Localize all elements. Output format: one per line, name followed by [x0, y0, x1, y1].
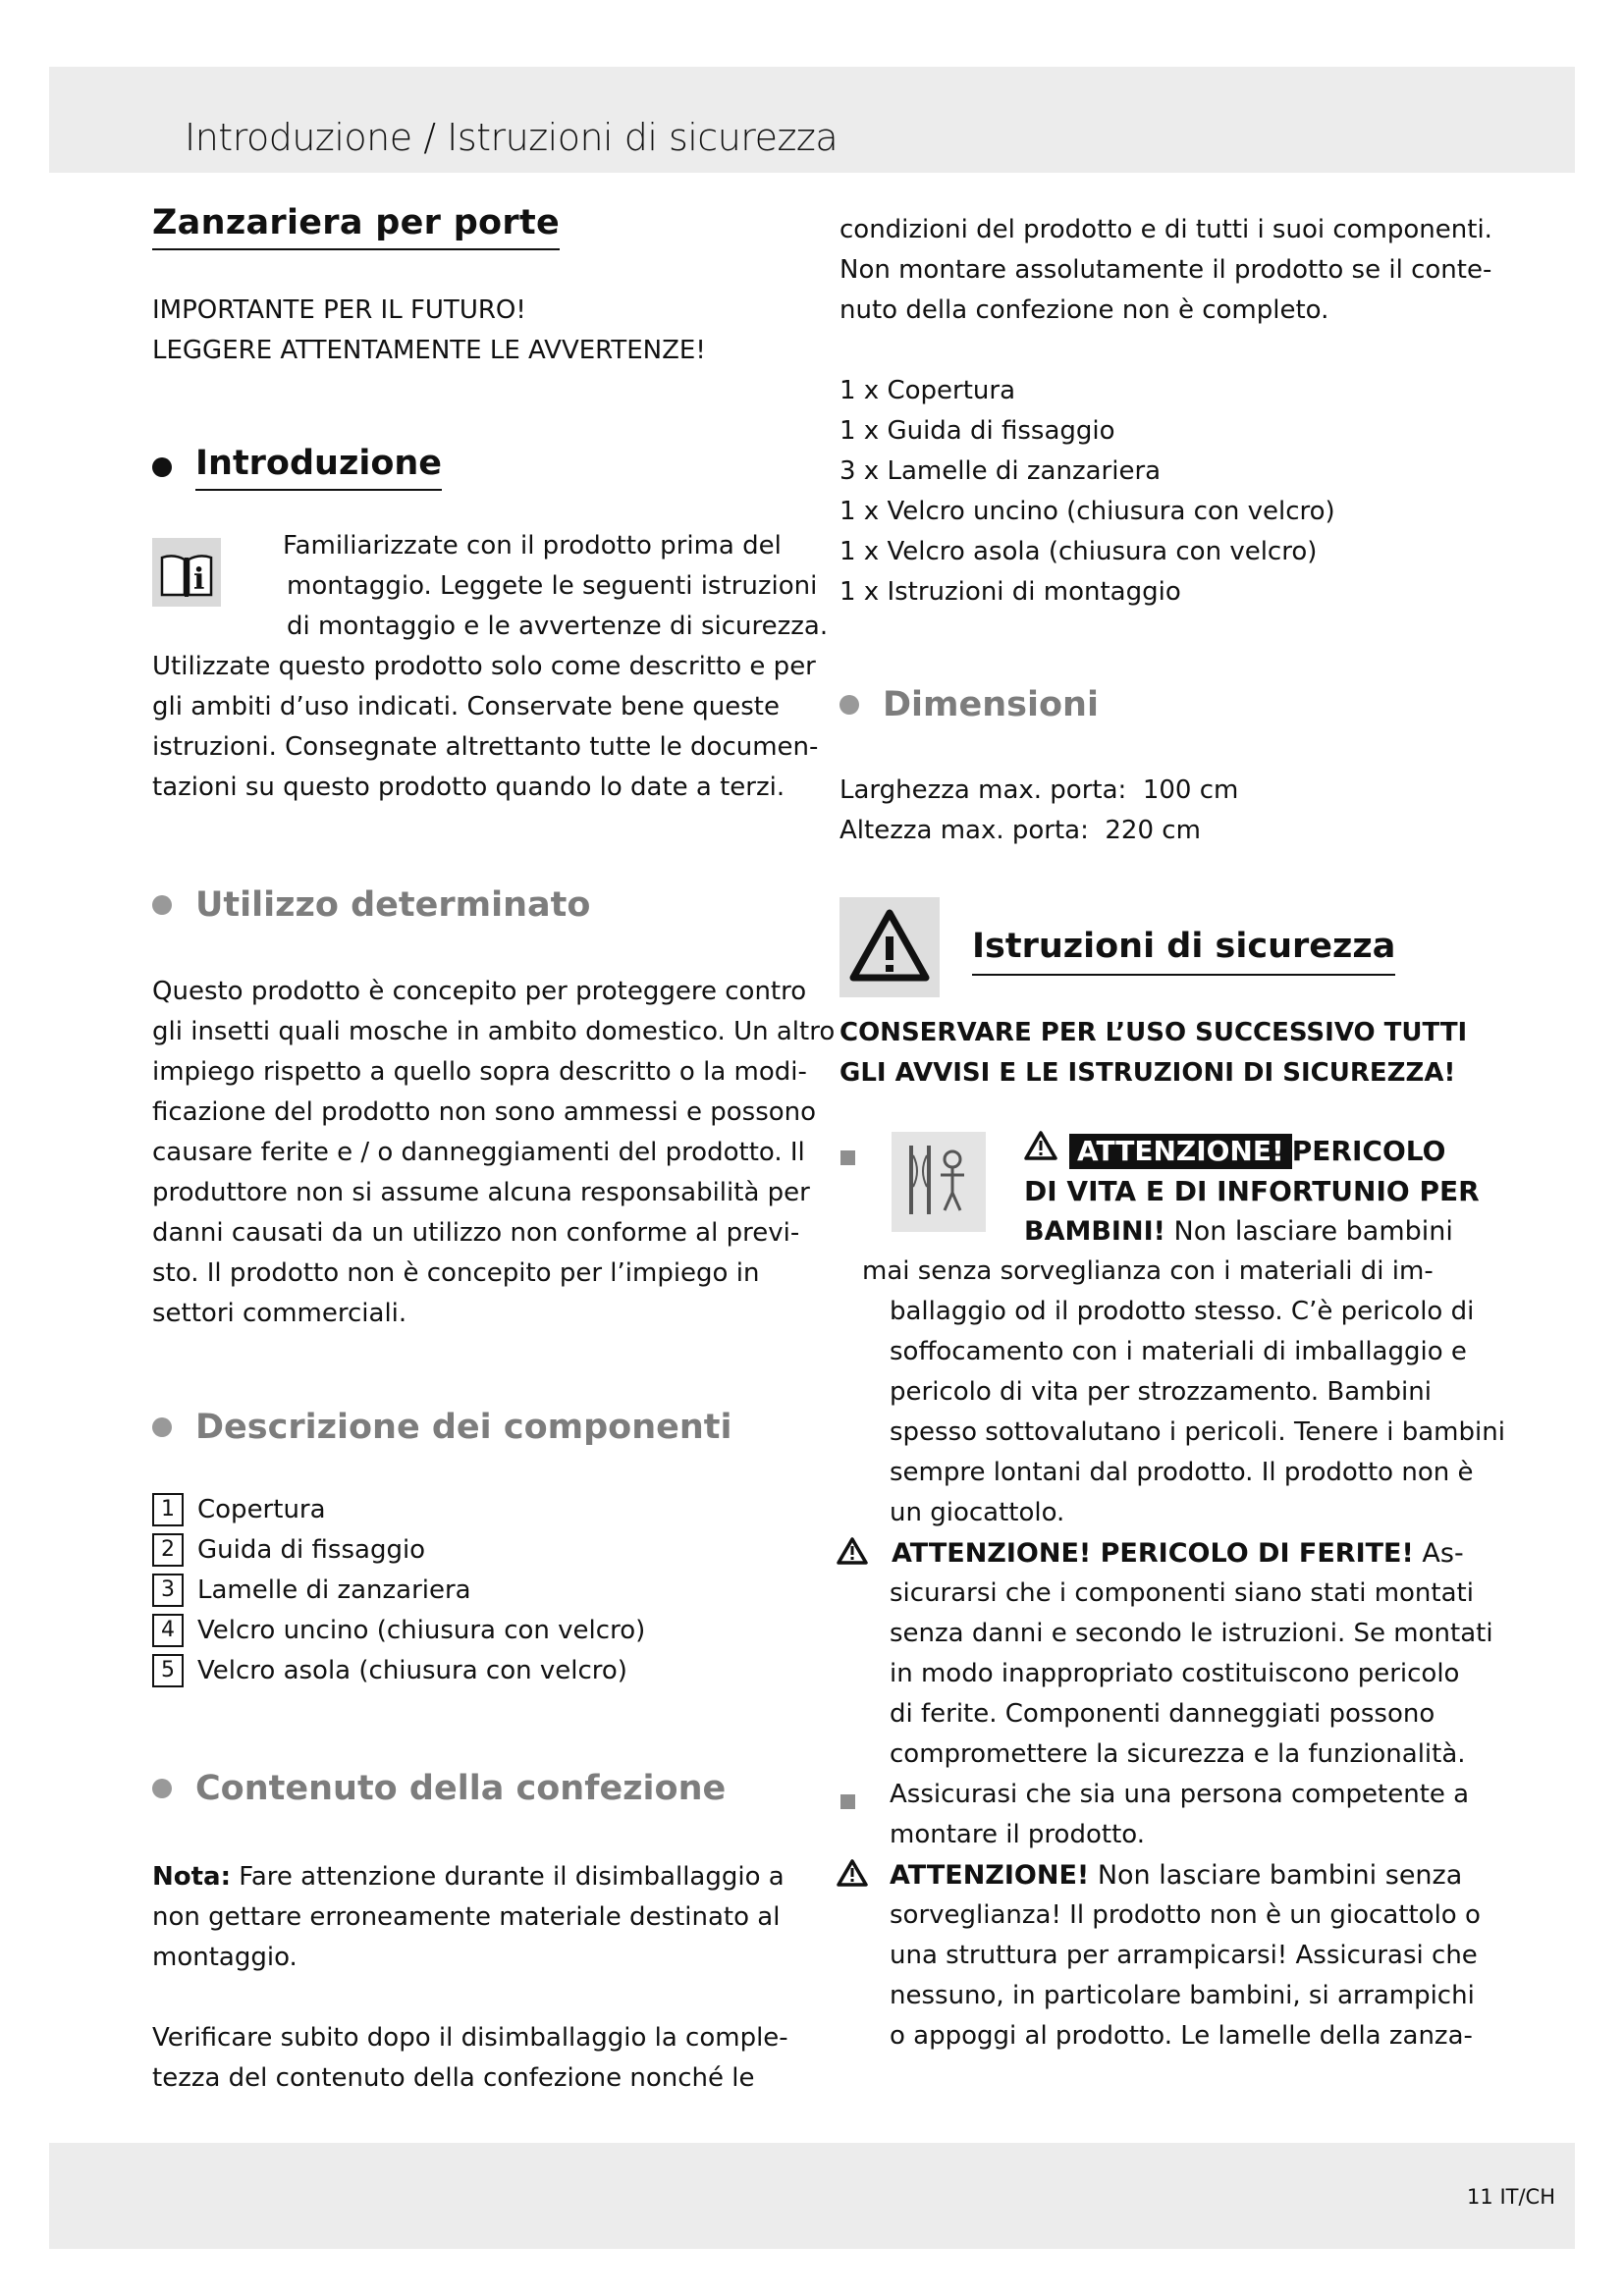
text-line: Non montare assolutamente il prodotto se il conte-: [839, 255, 1492, 285]
section-heading: Dimensioni: [883, 685, 1099, 724]
dimension-row: [839, 771, 1238, 811]
text-line: soffocamento con i materiali di imballaggio e: [890, 1337, 1467, 1366]
warning-text: As-: [1413, 1538, 1464, 1569]
list-item: 1 x Istruzioni di montaggio: [839, 577, 1181, 607]
text-line: pericolo di vita per strozzamento. Bambini: [890, 1377, 1432, 1407]
list-item: 1 x Velcro asola (chiusura con velcro): [839, 537, 1318, 566]
check-paragraph: [152, 2018, 788, 2099]
bullet-dot-icon: [839, 695, 859, 715]
attention-badge: ATTENZIONE!: [1069, 1134, 1292, 1169]
text-line: sto. Il prodotto non è concepito per l’impiego in: [152, 1258, 760, 1288]
page-header-title: Introduzione / Istruzioni di sicurezza: [185, 116, 839, 159]
list-item: 1 x Guida di fissaggio: [839, 416, 1115, 446]
child-warning-icon: [892, 1132, 986, 1232]
text-line: tezza del contenuto della confezione nonché le: [152, 2063, 755, 2093]
section-heading: Descrizione dei componenti: [195, 1408, 732, 1447]
note-first-line: [152, 1857, 785, 1897]
component-item: [152, 1493, 326, 1526]
text-line: nessuno, in particolare bambini, si arrampichi: [890, 1981, 1475, 2010]
text-line: Questo prodotto è concepito per proteggere contro: [152, 977, 807, 1006]
warning-headline-text: DI VITA E DI INFORTUNIO PER: [1024, 1175, 1480, 1207]
text-line: Utilizzate questo prodotto solo come descritto e per: [152, 652, 816, 681]
text-line: ballaggio od il prodotto stesso. C’è pericolo di: [890, 1297, 1475, 1326]
page-number: 11 IT/CH: [1467, 2185, 1555, 2209]
note-paragraph: [152, 1857, 785, 1978]
intro-indented-line: Familiarizzate con il prodotto prima del: [283, 531, 782, 561]
text-line: di ferite. Componenti danneggiati possono: [890, 1699, 1435, 1729]
text-line: montare il prodotto.: [890, 1820, 1145, 1849]
warning-1-headline: [1024, 1131, 1445, 1171]
dimension-label: Larghezza max. porta:: [839, 775, 1127, 805]
text-line: causare ferite e / o danneggiamenti del prodotto. Il: [152, 1138, 805, 1167]
text-line: settori commerciali.: [152, 1299, 407, 1328]
product-title: Zanzariera per porte: [152, 203, 560, 250]
text-line: una struttura per arrampicarsi! Assicurasi che: [890, 1941, 1478, 1970]
text-line: CONSERVARE PER L’USO SUCCESSIVO TUTTI: [839, 1018, 1468, 1047]
text-line: un giocattolo.: [890, 1498, 1065, 1527]
text-line: in modo inappropriato costituiscono pericolo: [890, 1659, 1460, 1688]
component-number: 4: [152, 1614, 184, 1647]
warning-2-body: [890, 1574, 1493, 1775]
text-line: danni causati da un utilizzo non conforme al previ-: [152, 1218, 800, 1248]
bullet-dot-icon: [152, 1779, 172, 1798]
bullet-competent-person: [890, 1775, 1469, 1855]
use-paragraph: [152, 972, 835, 1334]
warning-headline-text: ATTENZIONE! PERICOLO DI FERITE!: [892, 1538, 1414, 1569]
warning-1-line: [1024, 1211, 1453, 1252]
component-number: 1: [152, 1493, 184, 1526]
intro-indented-line: di montaggio e le avvertenze di sicurezza.: [287, 612, 829, 641]
section-utilizzo: [152, 885, 590, 925]
text-line: senza danni e secondo le istruzioni. Se montati: [890, 1619, 1493, 1648]
bullet-dot-icon: [152, 457, 172, 477]
text-line: impiego rispetto a quello sopra descritto o la modi-: [152, 1057, 807, 1087]
square-bullet-icon: [840, 1794, 855, 1809]
text-line: sicurarsi che i componenti siano stati montati: [890, 1578, 1474, 1608]
text-line: produttore non si assume alcuna responsabilità per: [152, 1178, 810, 1207]
text-line: condizioni del prodotto e di tutti i suoi componenti.: [839, 215, 1492, 244]
section-componenti: [152, 1408, 732, 1447]
list-item: 1 x Velcro uncino (chiusura con velcro): [839, 497, 1335, 526]
note-label: Nota:: [152, 1862, 231, 1892]
warning-3-body: [890, 1896, 1481, 2056]
text-line: non gettare erroneamente materiale destinato al: [152, 1902, 781, 1932]
warning-3-headline: [890, 1855, 1462, 1896]
dimension-value: 100 cm: [1142, 775, 1239, 805]
component-label: Lamelle di zanzariera: [197, 1575, 471, 1605]
section-contenuto: [152, 1769, 726, 1808]
warning-1-body: [890, 1292, 1505, 1533]
text-line: mai senza sorveglianza con i materiali di im-: [862, 1256, 1434, 1286]
warning-triangle-icon: [839, 897, 940, 997]
warning-triangle-icon: [837, 1859, 868, 1891]
text-line: montaggio.: [152, 1943, 298, 1972]
dimensions-table: [839, 771, 1238, 851]
component-number: 2: [152, 1533, 184, 1567]
safety-caps-notice: [839, 1013, 1467, 1094]
intro-paragraph: [152, 647, 818, 808]
component-item: [152, 1574, 471, 1607]
component-item: [152, 1614, 645, 1647]
text-line: sempre lontani dal prodotto. Il prodotto non è: [890, 1458, 1474, 1487]
text-line: spesso sottovalutano i pericoli. Tenere i bambini: [890, 1417, 1505, 1447]
text-line: gli ambiti d’uso indicati. Conservate bene queste: [152, 692, 780, 721]
warning-triangle-icon: [1024, 1131, 1057, 1171]
footer-band: [49, 2143, 1575, 2249]
component-number: 5: [152, 1654, 184, 1687]
component-label: Guida di fissaggio: [197, 1535, 426, 1565]
component-label: Velcro asola (chiusura con velcro): [197, 1656, 627, 1685]
text-line: tazioni su questo prodotto quando lo date a terzi.: [152, 773, 785, 802]
warning-2-headline: [892, 1533, 1464, 1574]
text-line: sorveglianza! Il prodotto non è un giocattolo o: [890, 1900, 1481, 1930]
text-line: istruzioni. Consegnate altrettanto tutte le documen-: [152, 732, 819, 762]
warning-triangle-icon: [837, 1537, 868, 1569]
warning-text: Non lasciare bambini: [1164, 1216, 1453, 1247]
square-bullet-icon: [840, 1150, 855, 1165]
component-item: [152, 1654, 627, 1687]
read-manual-icon: [152, 538, 221, 607]
text-line: gli insetti quali mosche in ambito domestico. Un altro: [152, 1017, 836, 1046]
list-item: 1 x Copertura: [839, 376, 1016, 405]
component-item: [152, 1533, 425, 1567]
contents-list: [839, 371, 1335, 613]
component-number: 3: [152, 1574, 184, 1607]
section-introduzione: [152, 444, 442, 491]
text-line: nuto della confezione non è completo.: [839, 295, 1329, 325]
section-heading: Contenuto della confezione: [195, 1769, 727, 1808]
dimension-label: Altezza max. porta:: [839, 816, 1089, 845]
text-line: compromettere la sicurezza e la funzionalità.: [890, 1739, 1466, 1769]
text-line: o appoggi al prodotto. Le lamelle della zanza-: [890, 2021, 1473, 2051]
svg-text:i: i: [193, 562, 205, 597]
text-line: ficazione del prodotto non sono ammessi e possono: [152, 1097, 817, 1127]
text-line: Verificare subito dopo il disimballaggio la comple-: [152, 2023, 788, 2053]
text-line: Assicurasi che sia una persona competente a: [890, 1780, 1470, 1809]
dimension-row: [839, 811, 1238, 851]
section-heading: Introduzione: [195, 444, 442, 491]
important-notice: [152, 291, 706, 371]
important-line: LEGGERE ATTENTAMENTE LE AVVERTENZE!: [152, 336, 706, 365]
section-heading: Utilizzo determinato: [195, 885, 591, 925]
warning-headline-text: PERICOLO: [1291, 1135, 1446, 1167]
bullet-dot-icon: [152, 1417, 172, 1437]
component-label: Velcro uncino (chiusura con velcro): [197, 1616, 646, 1645]
component-label: Copertura: [197, 1495, 326, 1524]
list-item: 3 x Lamelle di zanzariera: [839, 456, 1162, 486]
intro-indented-line: montaggio. Leggete le seguenti istruzioni: [287, 571, 818, 601]
section-dimensioni: [839, 685, 1099, 724]
note-text: Fare attenzione durante il disimballaggio a: [231, 1862, 785, 1892]
warning-text: Non lasciare bambini senza: [1089, 1860, 1463, 1891]
safety-heading: Istruzioni di sicurezza: [972, 927, 1395, 976]
text-line: GLI AVVISI E LE ISTRUZIONI DI SICUREZZA!: [839, 1058, 1456, 1088]
warning-headline-text: ATTENZIONE!: [890, 1860, 1090, 1891]
dimension-value: 220 cm: [1105, 816, 1201, 845]
warning-headline-text: BAMBINI!: [1024, 1216, 1165, 1247]
important-line: IMPORTANTE PER IL FUTURO!: [152, 295, 526, 325]
continued-paragraph: [839, 210, 1492, 331]
bullet-dot-icon: [152, 895, 172, 915]
